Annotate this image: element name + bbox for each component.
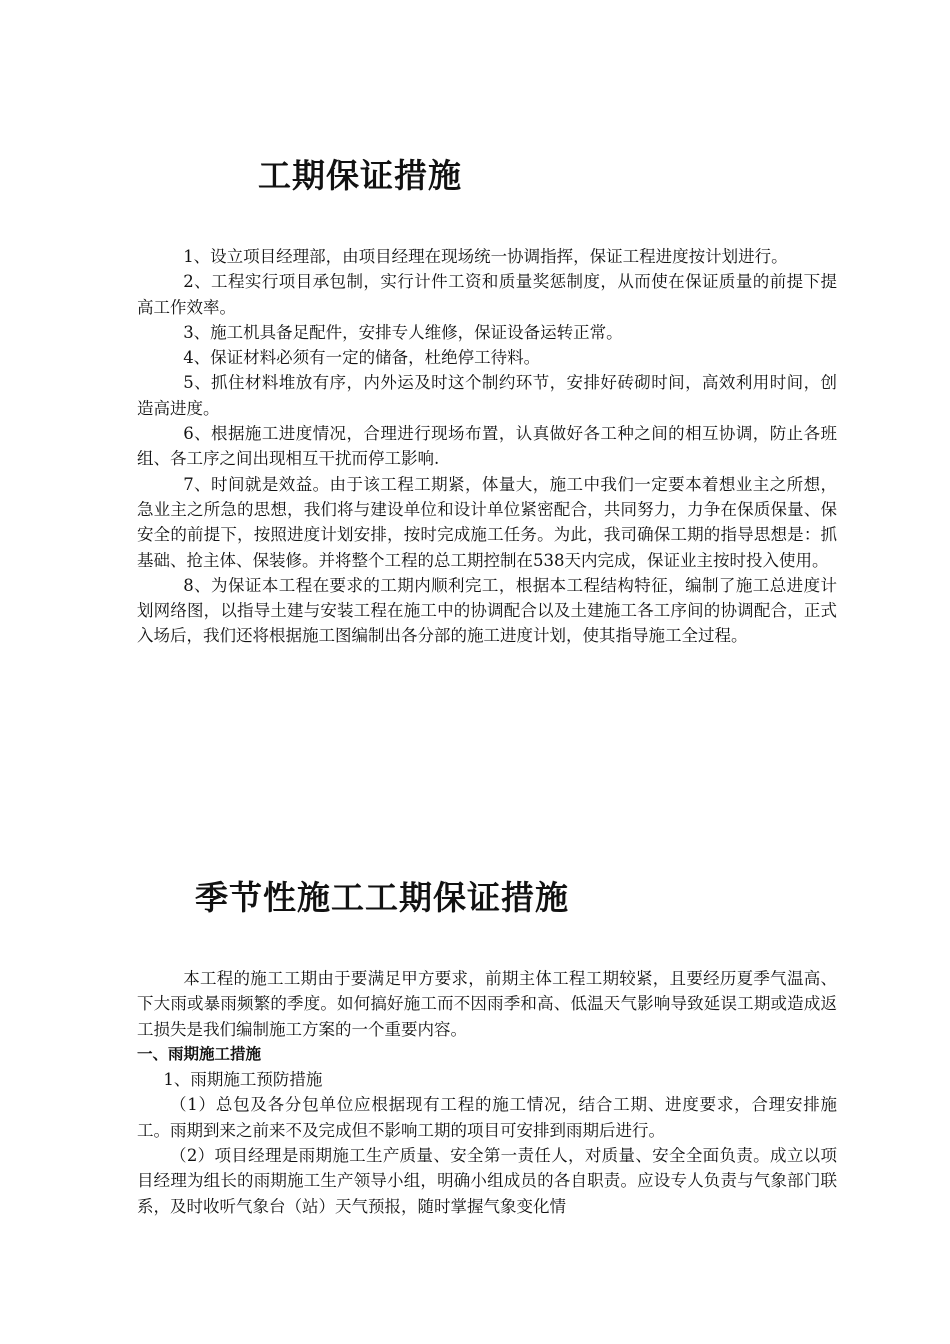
list-item: （1）总包及各分包单位应根据现有工程的施工情况，结合工期、进度要求，合理安排施工。雨期到来之前来不及完成但不影响工期的项目可安排到雨期后进行。 xyxy=(137,1095,837,1140)
paragraph: 3、施工机具备足配件，安排专人维修，保证设备运转正常。 xyxy=(183,322,623,342)
intro-paragraph: 本工程的施工工期由于要满足甲方要求，前期主体工程工期较紧，且要经历夏季气温高、下大雨或暴雨频繁的季度。如何搞好施工而不因雨季和高、低温天气影响导致延误工期或造成返工损失是我们编制施工方案的一个重要内容。 xyxy=(137,969,837,1039)
paragraph: 4、保证材料必须有一定的储备，杜绝停工待料。 xyxy=(183,348,541,368)
list-item: （2）项目经理是雨期施工生产质量、安全第一责任人，对质量、安全全面负责。成立以项目经理为组长的雨期施工生产领导小组，明确小组成员的各自职责。应设专人负责与气象部门联系，及时收听气象台（站）天气预报，随时掌握气象变化情 xyxy=(137,1146,837,1216)
section-body xyxy=(137,966,837,1219)
subsection-subheading: 1、雨期施工预防措施 xyxy=(163,1070,323,1090)
paragraph: 1、设立项目经理部，由项目经理在现场统一协调指挥，保证工程进度按计划进行。 xyxy=(183,247,788,266)
paragraph: 5、抓住材料堆放有序，内外运及时这个制约环节，安排好砖砌时间，高效利用时间，创造高进度。 xyxy=(137,373,837,418)
section-title: 工期保证措施 xyxy=(258,156,462,195)
section-body xyxy=(137,244,837,649)
section-title: 季节性施工工期保证措施 xyxy=(195,878,569,917)
subsection-heading: 一、雨期施工措施 xyxy=(137,1044,262,1063)
paragraph: 6、根据施工进度情况，合理进行现场布置，认真做好各工种之间的相互协调，防止各班组、各工序之间出现相互干扰而停工影响. xyxy=(137,424,837,469)
paragraph: 8、为保证本工程在要求的工期内顺利完工，根据本工程结构特征，编制了施工总进度计划网络图，以指导土建与安装工程在施工中的协调配合以及土建施工各工序间的协调配合，正式入场后，我们还将根据施工图编制出各分部的施工进度计划，使其指导施工全过程。 xyxy=(137,575,837,646)
paragraph: 7、时间就是效益。由于该工程工期紧，体量大，施工中我们一定要本着想业主之所想，急业主之所急的思想，我们将与建设单位和设计单位紧密配合，共同努力，力争在保质保量、保安全的前提下，按照进度计划安排，按时完成施工任务。为此，我司确保工期的指导思想是：抓基础、抢主体、保装修。并将整个工程的总工期控制在538天内完成，保证业主按时投入使用。 xyxy=(137,474,837,570)
paragraph: 2、工程实行项目承包制，实行计件工资和质量奖惩制度，从而使在保证质量的前提下提高工作效率。 xyxy=(137,272,837,317)
